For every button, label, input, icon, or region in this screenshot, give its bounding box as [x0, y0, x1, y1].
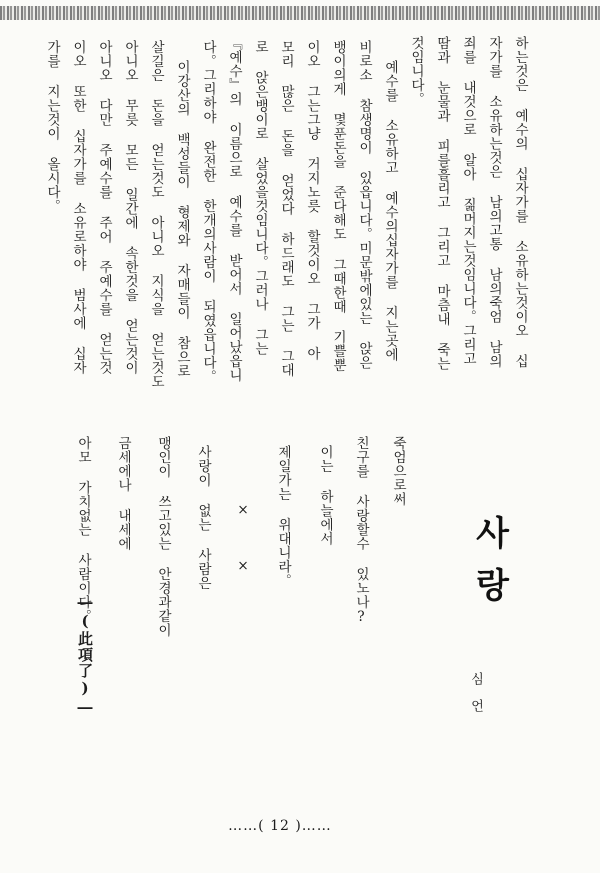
poem-title: 사랑 — [469, 515, 509, 619]
essay-column-14: 이강산의 백성들이 형제와 자매들이 참으로 — [174, 60, 190, 378]
poem-separator: × × — [235, 502, 251, 586]
essay-column-13: 다。그리하야 완전한 한개의사람이 되였읍니다。 — [200, 40, 216, 384]
essay-column-17: 아니오 다만 주예수를 주어 주예수를 얻는것 — [96, 40, 112, 375]
scanned-top-edge — [0, 6, 600, 20]
essay-column-10: 모리 많은 돈을 얻었다 하드래도 그는 그대 — [278, 40, 294, 377]
essay-column-18: 이오 또한 십자가를 소유로하야 범사에 십자 — [70, 40, 86, 375]
poem-line-4: 제일가는 위대니라。 — [275, 445, 291, 588]
essay-column-19: 가를 지는것이 올시다。 — [44, 40, 60, 213]
essay-column-11: 로 앉은뱅이로 살었을것임니다。그러나 그는 — [252, 40, 268, 356]
poem-line-5: 사랑이 없는 사람은 — [195, 445, 211, 590]
poem-line-1: 죽엄으로써 — [390, 436, 406, 506]
essay-column-6: 예수를 소유하고 예수의십자가를 지는곳에 — [382, 60, 398, 362]
essay-column-7: 비로소 참생명이 있읍니다。미문밖에있는 앉은 — [356, 40, 372, 370]
poem-line-6: 맹인이 쓰고있는 안경과같이 — [155, 436, 171, 637]
closing-mark: ―(此項了)― — [76, 593, 94, 717]
poem-author: 심언 — [468, 672, 483, 726]
essay-column-1: 하는것은 예수의 십자가를 소유하는것이오 십 — [512, 36, 528, 368]
poem-line-2: 친구를 사랑할수 있노나? — [353, 436, 369, 626]
essay-column-3: 죄를 내것으로 알아 짊머지는것임니다。그리고 — [460, 36, 476, 366]
essay-column-12: 『예수』의 이름으로 예수를 받어서 일어났읍니 — [226, 36, 242, 382]
poem-line-3: 이는 하늘에서 — [317, 445, 333, 546]
essay-column-8: 뱅이의게 몇푼돈을 준다해도 그때한때 기쁠뿐 — [330, 40, 346, 372]
page-number: ……( 12 )…… — [228, 818, 332, 834]
essay-column-9: 이오 그는그냥 거지노릇 할것이오 그가 아 — [304, 40, 320, 361]
essay-column-16: 아니오 무릇 모든 일간에 속한것을 얻는것이 — [122, 40, 138, 375]
essay-column-15: 살길은 돈을 얻는것도 아니오 지식을 얻는것도 — [148, 40, 164, 389]
essay-column-5: 것임니다。 — [408, 36, 424, 106]
poem-line-8: 아모 가치없는 사람이다。 — [75, 436, 91, 623]
essay-column-2: 자가를 소유하는것은 남의고통 남의죽엄 남의 — [486, 36, 502, 368]
essay-column-4: 땀과 눈물과 피를흘리고 그리고 마츰내 죽는 — [434, 36, 450, 371]
poem-line-7: 금세에나 내세에 — [115, 436, 131, 551]
